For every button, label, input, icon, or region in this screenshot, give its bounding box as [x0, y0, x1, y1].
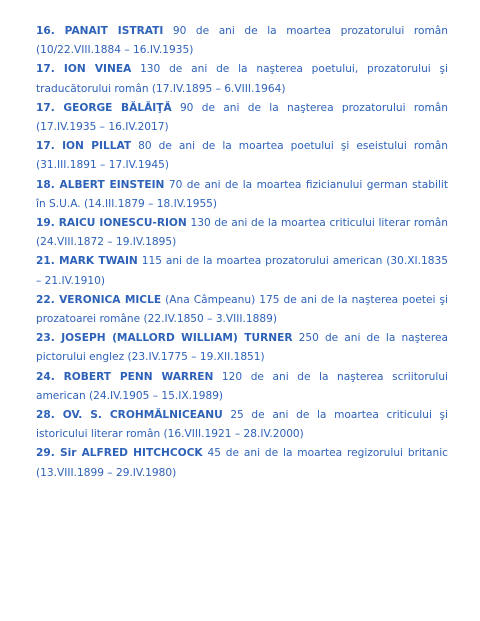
- list-item: [36, 214, 448, 252]
- list-item: [36, 176, 448, 214]
- list-item: [36, 406, 448, 444]
- entry-name: 23. JOSEPH (MALLORD WILLIAM) TURNER: [36, 332, 293, 345]
- entry-text: 80 de ani de la moartea poetului şi eseistului român (31.III.1891 – 17.IV.1945): [36, 140, 449, 172]
- entry-name: 17. GEORGE BĂLĂIŢĂ: [36, 101, 172, 114]
- entry-text: 45 de ani de la moartea regizorului britanic (13.VIII.1899 – 29.IV.1980): [36, 447, 448, 479]
- entry-text: 115 ani de la moartea prozatorului american (30.XI.1835 – 21.IV.1910): [36, 255, 448, 287]
- entry-name: 24. ROBERT PENN WARREN: [36, 370, 214, 383]
- entry-text: 70 de ani de la moartea fizicianului german stabilit în S.U.A. (14.III.1879 – 18.IV.1955): [36, 178, 448, 210]
- entry-name: 19. RAICU IONESCU-RION: [36, 217, 187, 230]
- entry-name: 17. ION PILLAT: [36, 140, 132, 153]
- entry-name: 18. ALBERT EINSTEIN: [36, 178, 165, 191]
- list-item: [36, 444, 448, 482]
- entry-text: 90 de ani de la moartea prozatorului român (10/22.VIII.1884 – 16.IV.1935): [36, 25, 448, 57]
- entry-text: 130 de ani de la naşterea poetului, prozatorului şi traducătorului român (17.IV.1895 – 6.VIII.1964): [36, 63, 448, 95]
- entry-text: 250 de ani de la naşterea pictorului englez (23.IV.1775 – 19.XII.1851): [36, 332, 448, 364]
- entry-name: 22. VERONICA MICLE: [36, 293, 162, 306]
- entry-text: (Ana Câmpeanu) 175 de ani de la naşterea poetei şi prozatoarei române (22.IV.1850 – 3.VIII.1889): [36, 293, 448, 326]
- list-item: [36, 368, 448, 406]
- entry-text: 120 de ani de la naşterea scriitorului american (24.IV.1905 – 15.IX.1989): [36, 370, 448, 402]
- entry-name: 21. MARK TWAIN: [36, 255, 138, 268]
- entry-text: 90 de ani de la naşterea prozatorului român (17.IV.1935 – 16.IV.2017): [36, 101, 448, 134]
- entry-name: 29. Sir ALFRED HITCHCOCK: [36, 447, 203, 460]
- entry-text: 130 de ani de la moartea criticului literar român (24.VIII.1872 – 19.IV.1895): [36, 217, 448, 249]
- list-item: [36, 329, 448, 367]
- entry-name: 17. ION VINEA: [36, 63, 132, 76]
- entry-name: 16. PANAIT ISTRATI: [36, 25, 164, 37]
- list-item: [36, 291, 448, 329]
- list-item: [36, 137, 448, 175]
- entry-name: 28. OV. S. CROHMĂLNICEANU: [36, 409, 223, 422]
- list-item: [36, 99, 448, 137]
- list-item: [36, 252, 448, 290]
- entry-text: 25 de ani de la moartea criticului şi istoricului literar român (16.VIII.1921 – 28.IV.2000): [36, 409, 448, 441]
- list-item: [36, 60, 448, 98]
- document-page: [36, 22, 448, 483]
- list-item: [36, 22, 448, 60]
